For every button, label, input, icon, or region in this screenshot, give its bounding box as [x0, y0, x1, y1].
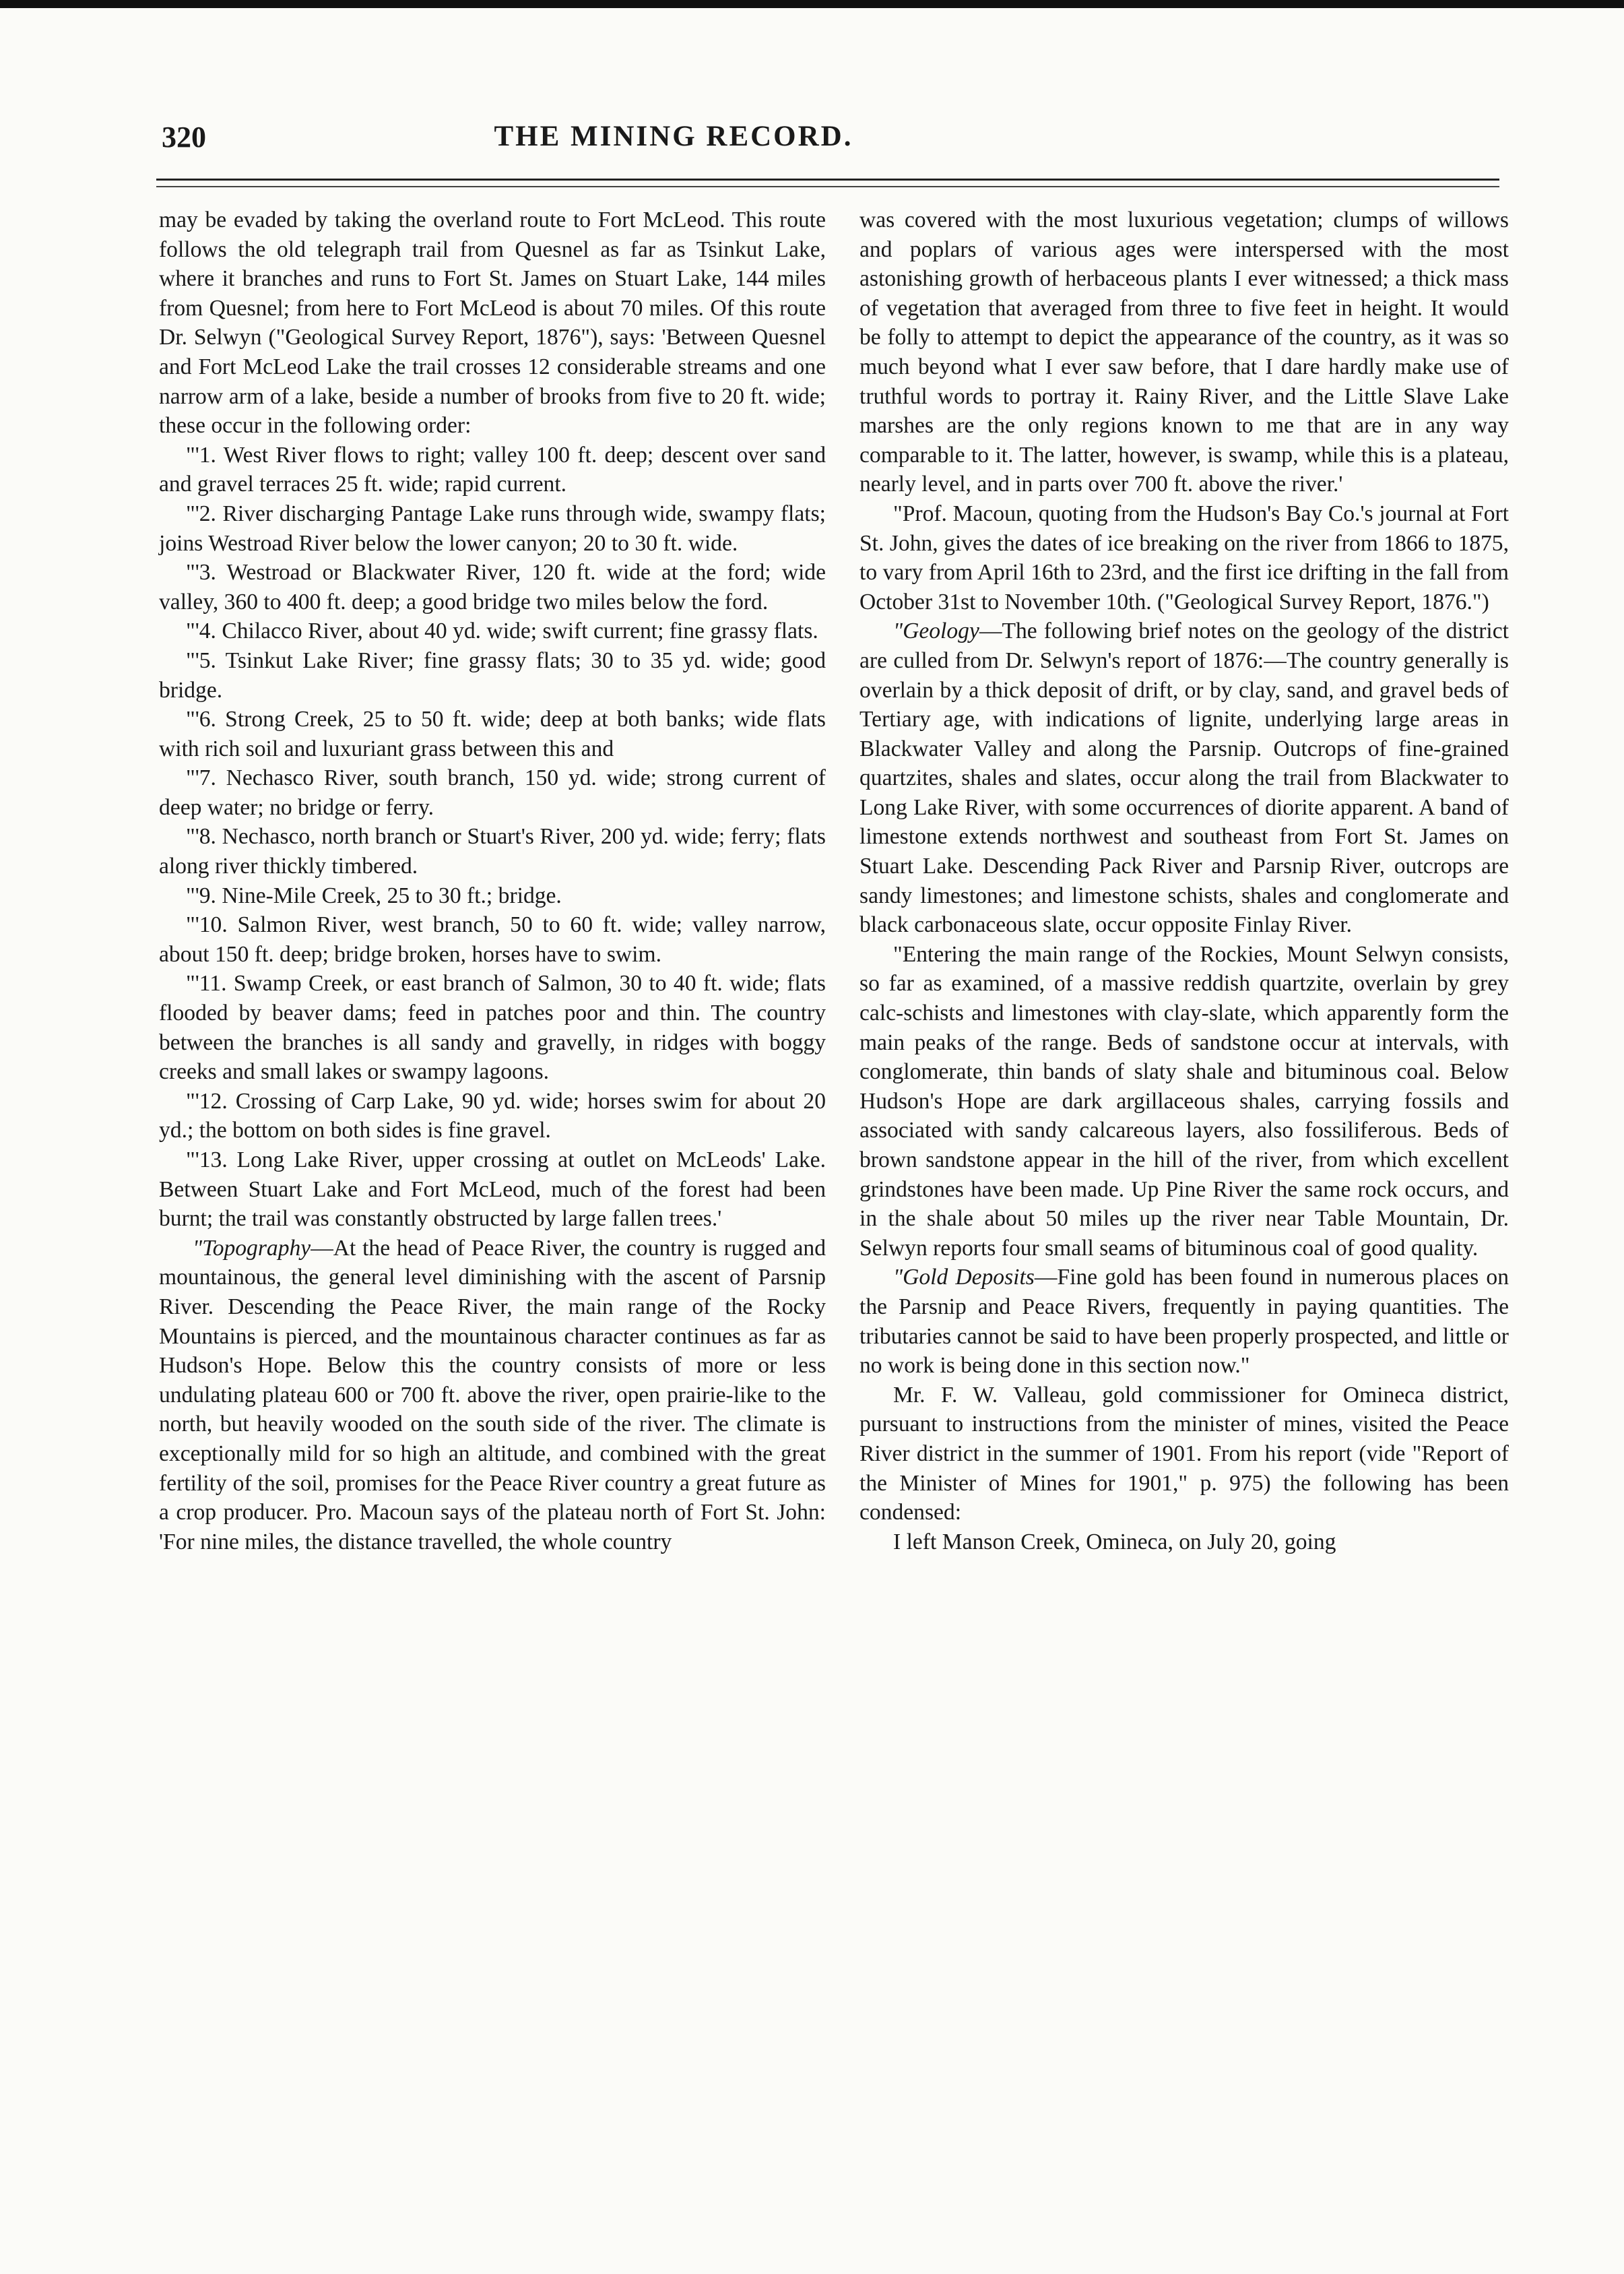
- header-rule: [156, 179, 1499, 187]
- list-item: "'3. Westroad or Blackwater River, 120 ft. wide at the ford; wide valley, 360 to 400 ft. deep; a good bridge two miles below the ford.: [159, 560, 826, 614]
- topography-paragraph: [159, 1234, 826, 1557]
- gold-deposits-paragraph: [859, 1263, 1509, 1380]
- list-item: "'10. Salmon River, west branch, 50 to 60 ft. wide; valley narrow, about 150 ft. deep; bridge broken, horses have to swim.: [159, 912, 826, 967]
- page-header: [162, 120, 1482, 167]
- geology-paragraph: [859, 617, 1509, 940]
- paragraph: "Entering the main range of the Rockies, Mount Selwyn consists, so far as examined, of a massive reddish quartzite, overlain by grey calc-schists and limestones with clay-slate, which apparently form the main peaks of the range. Beds of sandstone occur at intervals, with conglomerate, thin bands of slaty shale and bituminous coal. Below Hudson's Hope are dark argillaceous shales, carrying fossils and associated with sandy calcareous layers, also fossiliferous. Beds of brown sandstone appear in the hill of the river, from which excellent grindstones have been made. Up Pine River the same rock occurs, and in the shale about 50 miles up the river near Table Mountain, Dr. Selwyn reports four small seams of bituminous coal of good quality.: [859, 941, 1509, 1261]
- list-item: "'6. Strong Creek, 25 to 50 ft. wide; deep at both banks; wide flats with rich soil and luxuriant grass between this and: [159, 707, 826, 761]
- list-item: "'1. West River flows to right; valley 100 ft. deep; descent over sand and gravel terraces 25 ft. wide; rapid current.: [159, 442, 826, 497]
- list-item: "'11. Swamp Creek, or east branch of Salmon, 30 to 40 ft. wide; flats flooded by beaver dams; feed in patches poor and thin. The country between the branches is all sandy and gravelly, in ridges with boggy creeks and small lakes or swampy lagoons.: [159, 971, 826, 1085]
- paragraph-body: —At the head of Peace River, the country is rugged and mountainous, the general level diminishing with the ascent of Parsnip River. Descending the Peace River, the main range of the Rocky Mountains is pierced, and the mountainous character continues as far as Hudson's Hope. Below this the country consists of more or less undulating plateau 600 or 700 ft. above the river, open prairie-like to the north, but heavily wooded on the south side of the river. The climate is exceptionally mild for so high an altitude, and combined with the great fertility of the soil, promises for the Peace River country a great future as a crop producer. Pro. Macoun says of the plateau north of Fort St. John: 'For nine miles, the distance travelled, the whole country: [159, 1235, 826, 1554]
- list-item: "'2. River discharging Pantage Lake runs through wide, swampy flats; joins Westroad River below the lower canyon; 20 to 30 ft. wide.: [159, 501, 826, 556]
- paragraph: "Prof. Macoun, quoting from the Hudson's Bay Co.'s journal at Fort St. John, gives the dates of ice breaking on the river from 1866 to 1875, to vary from April 16th to 23rd, and the first ice drifting in the fall from October 31st to November 10th. ("Geological Survey Report, 1876."): [859, 501, 1509, 614]
- list-item: "'13. Long Lake River, upper crossing at outlet on McLeods' Lake. Between Stuart Lake and Fort McLeod, much of the forest had been burnt; the trail was constantly obstructed by large fallen trees.': [159, 1147, 826, 1232]
- section-lead: "Geology: [893, 619, 979, 644]
- right-column: [859, 206, 1509, 1556]
- list-item: "'12. Crossing of Carp Lake, 90 yd. wide; horses swim for about 20 yd.; the bottom on both sides is fine gravel.: [159, 1088, 826, 1143]
- section-lead: "Topography: [193, 1235, 311, 1261]
- list-item: "'9. Nine-Mile Creek, 25 to 30 ft.; bridge.: [186, 883, 562, 908]
- list-item: "'4. Chilacco River, about 40 yd. wide; swift current; fine grassy flats.: [186, 619, 818, 644]
- paragraph: I left Manson Creek, Omineca, on July 20, going: [893, 1529, 1336, 1554]
- list-item: "'7. Nechasco River, south branch, 150 yd. wide; strong current of deep water; no bridge or ferry.: [159, 765, 826, 820]
- list-item: "'5. Tsinkut Lake River; fine grassy flats; 30 to 35 yd. wide; good bridge.: [159, 648, 826, 703]
- paragraph: Mr. F. W. Valleau, gold commissioner for Omineca district, pursuant to instructions from the minister of mines, visited the Peace River district in the summer of 1901. From his report (vide "Report of the Minister of Mines for 1901," p. 975) the following has been condensed:: [859, 1382, 1509, 1525]
- paragraph: may be evaded by taking the overland route to Fort McLeod. This route follows the old telegraph trail from Quesnel as far as Tsinkut Lake, where it branches and runs to Fort St. James on Stuart Lake, 144 miles from Quesnel; from here to Fort McLeod is about 70 miles. Of this route Dr. Selwyn ("Geological Survey Report, 1876"), says: 'Between Quesnel and Fort McLeod Lake the trail crosses 12 considerable streams and one narrow arm of a lake, beside a number of brooks from five to 20 ft. wide; these occur in the following order:: [159, 208, 826, 439]
- left-column: [159, 206, 826, 1556]
- list-item: "'8. Nechasco, north branch or Stuart's River, 200 yd. wide; ferry; flats along river thickly timbered.: [159, 824, 826, 879]
- top-border-rule: [0, 0, 1624, 8]
- paragraph: was covered with the most luxurious vegetation; clumps of willows and poplars of various ages were interspersed with the most astonishing growth of herbaceous plants I ever witnessed; a thick mass of vegetation that averaged from three to five feet in height. It would be folly to attempt to depict the appearance of the country, as it was so much beyond what I ever saw before, that I dare hardly make use of truthful words to portray it. Rainy River, and the Little Slave Lake marshes are the only regions known to me that are in any way comparable to it. The latter, however, is swamp, while this is a plateau, nearly level, and in parts over 700 ft. above the river.': [859, 208, 1509, 497]
- paragraph-body: —Fine gold has been found in numerous places on the Parsnip and Peace Rivers, frequently in paying quantities. The tributaries cannot be said to have been properly prospected, and little or no work is being done in this section now.": [859, 1265, 1509, 1379]
- paragraph-body: —The following brief notes on the geology of the district are culled from Dr. Selwyn's report of 1876:—The country generally is overlain by a thick deposit of drift, or by clay, sand, and gravel beds of Tertiary age, with indications of lignite, underlying large areas in Blackwater Valley and along the Parsnip. Outcrops of fine-grained quartzites, shales and slates, occur along the trail from Blackwater to Long Lake River, with some occurrences of diorite apparent. A band of limestone extends northwest and southeast from Fort St. James on Stuart Lake. Descending Pack River and Parsnip River, outcrops are sandy limestones; and limestone schists, shales and conglomerate and black carbonaceous slate, occur opposite Finlay River.: [859, 619, 1509, 938]
- running-title: THE MINING RECORD.: [494, 121, 853, 152]
- page-number: 320: [162, 121, 206, 154]
- section-lead: "Gold Deposits: [893, 1265, 1035, 1290]
